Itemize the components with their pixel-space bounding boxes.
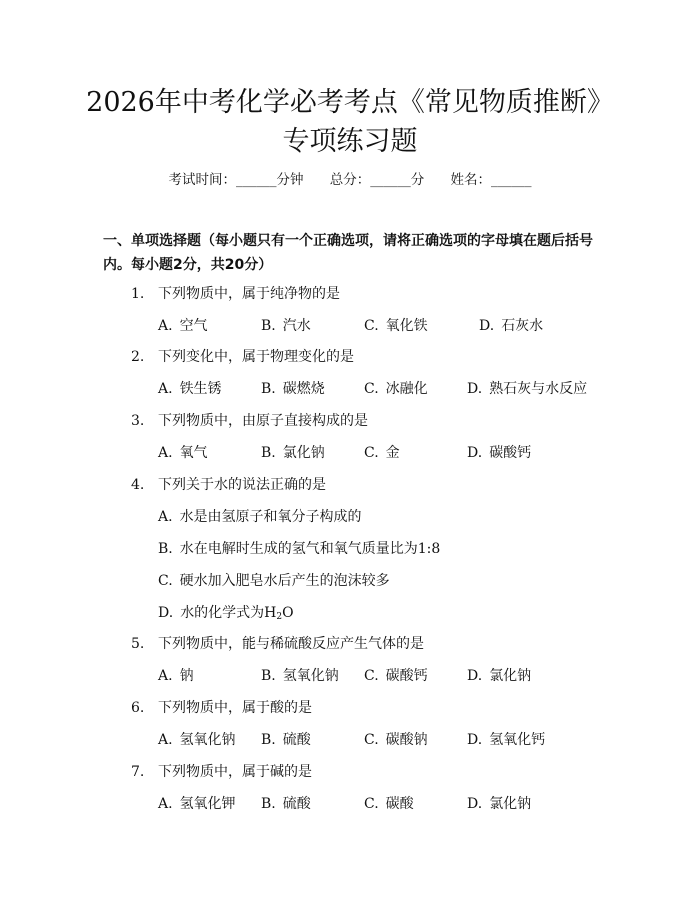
question-number: 6.: [131, 700, 145, 716]
option-b: B. 汽水: [261, 318, 311, 334]
option-d: D. 碳酸钙: [467, 445, 532, 461]
question: [131, 761, 312, 781]
option-c: C. 硬水加入肥皂水后产生的泡沫较多: [158, 573, 390, 589]
option-b: B. 氯化钠: [261, 445, 325, 461]
option-b: B. 硫酸: [261, 796, 311, 812]
option-a: A. 氢氧化钠: [158, 732, 236, 748]
question-number: 7.: [131, 764, 145, 780]
page-title-line-1: 2026年中考化学必考考点《常见物质推断》: [86, 87, 614, 118]
option-c: C. 碳酸钠: [364, 732, 428, 748]
exam-time: 考试时间：______分钟: [168, 172, 304, 188]
option-d: D. 熟石灰与水反应: [467, 381, 588, 397]
option-a: A. 钠: [158, 668, 194, 684]
option-b: B. 氢氧化钠: [261, 668, 339, 684]
question: [131, 410, 368, 430]
question-text: 下列变化中，属于物理变化的是: [158, 349, 354, 365]
question-text: 下列物质中，属于纯净物的是: [158, 286, 340, 302]
question-number: 3.: [131, 413, 145, 429]
question-text: 下列关于水的说法正确的是: [158, 477, 326, 493]
option-a: A. 水是由氢原子和氧分子构成的: [158, 509, 362, 525]
option-d: D. 石灰水: [479, 318, 544, 334]
question: [131, 283, 340, 303]
option-a: A. 空气: [158, 318, 208, 334]
page-title-line-2: 专项练习题: [282, 126, 418, 157]
subscript: 2: [276, 612, 283, 622]
option-b: B. 硫酸: [261, 732, 311, 748]
option-d: D. 氯化钠: [467, 668, 532, 684]
exam-meta: [0, 168, 700, 188]
option-a: A. 氢氧化钾: [158, 796, 236, 812]
question-text: 下列物质中，属于酸的是: [158, 700, 312, 716]
section-heading: 一、单项选择题（每小题只有一个正确选项，请将正确选项的字母填在题后括号内。每小题2分，共20分）: [103, 233, 593, 273]
option-c: C. 碳酸钙: [364, 668, 428, 684]
question: [131, 474, 326, 494]
option-b: B. 碳燃烧: [261, 381, 325, 397]
option-d: D. 氢氧化钙: [467, 732, 546, 748]
question-number: 4.: [131, 477, 145, 493]
option-c: C. 冰融化: [364, 381, 428, 397]
total-score: 总分：______分: [329, 172, 425, 188]
question-text: 下列物质中，由原子直接构成的是: [158, 413, 368, 429]
option-c: C. 碳酸: [364, 796, 414, 812]
question: [131, 346, 354, 366]
question-text: 下列物质中，属于碱的是: [158, 764, 312, 780]
option-d: D. 水的化学式为$H_2O$: [158, 605, 294, 622]
question-number: 2.: [131, 349, 145, 365]
option-a: A. 氧气: [158, 445, 208, 461]
student-name: 姓名：______: [450, 172, 532, 188]
option-c: C. 金: [364, 445, 400, 461]
question-number: 1.: [131, 286, 145, 302]
question: [131, 633, 424, 653]
option-a: A. 铁生锈: [158, 381, 222, 397]
option-d: D. 氯化钠: [467, 796, 532, 812]
question-number: 5.: [131, 636, 145, 652]
question: [131, 697, 312, 717]
option-c: C. 氧化铁: [364, 318, 428, 334]
option-b: B. 水在电解时生成的氢气和氧气质量比为1:8: [158, 541, 441, 557]
question-text: 下列物质中，能与稀硫酸反应产生气体的是: [158, 636, 424, 652]
